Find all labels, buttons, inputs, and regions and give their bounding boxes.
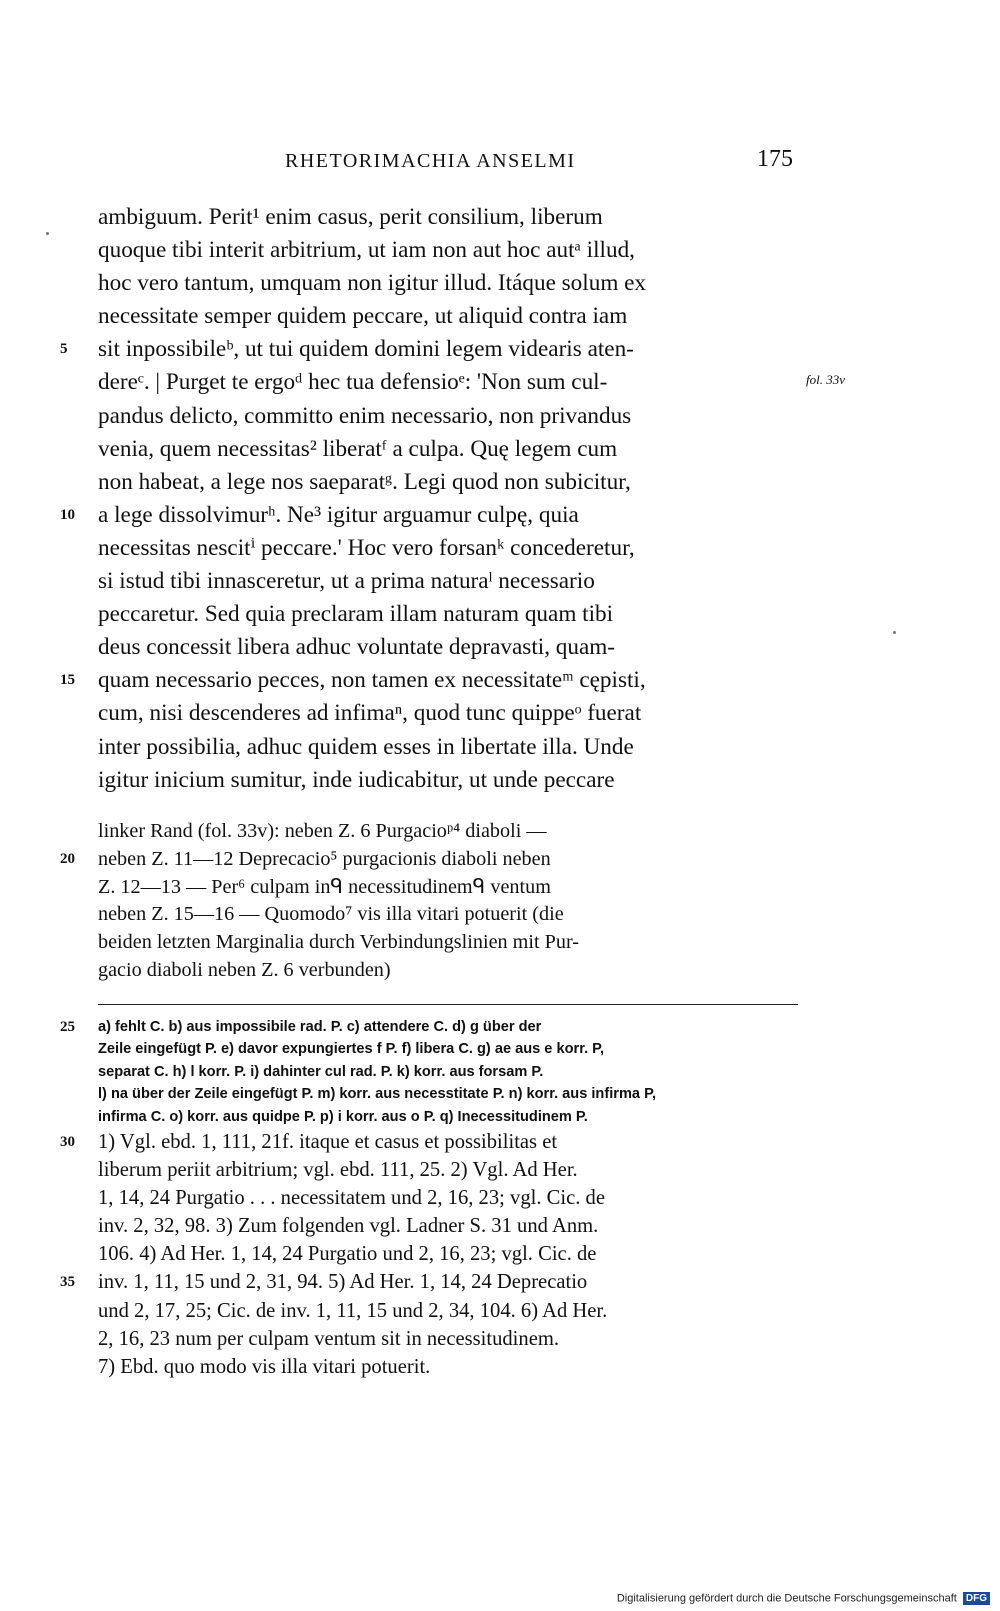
scan-speck [46,232,49,235]
digitization-footer [617,1592,990,1605]
text-line [98,532,798,565]
footnote-line [60,1128,798,1156]
dfg-logo: DFG [963,1592,990,1605]
marginal-note-line [60,846,798,874]
line-text: necessitas nescitⁱ peccare.' Hoc vero forsanᵏ concederetur, [98,534,635,561]
text-line [98,234,798,267]
text-line [98,366,798,399]
text-line [98,731,798,764]
footnote-line [98,1297,798,1325]
marginal-note-line [98,874,798,902]
line-text: ambiguum. Perit¹ enim casus, perit consilium, liberum [98,204,603,230]
text-line [98,201,798,234]
line-text: hoc vero tantum, umquam non igitur illud. Itáque solum ex [98,270,647,297]
line-text: gacio diaboli neben Z. 6 verbunden) [98,958,391,981]
line-text: und 2, 17, 25; Cic. de inv. 1, 11, 15 und 2, 34, 104. 6) Ad Her. [98,1299,608,1322]
footnote-line [98,1212,798,1240]
line-number: 25 [60,1019,75,1035]
text-line [98,697,798,730]
text-line [98,565,798,598]
marginal-note-line [98,901,798,929]
line-number: 20 [60,850,75,867]
footnote-line [98,1240,798,1268]
line-text: pandus delicto, committo enim necessario, non privandus [98,402,632,429]
line-text: linker Rand (fol. 33v): neben Z. 6 Purgacioᵖ⁴ diaboli — [98,820,547,842]
footnote-line [98,1325,798,1353]
critical-apparatus [60,1016,798,1128]
line-text: non habeat, a lege nos saeparatᵍ. Legi quod non subicitur, [98,468,631,495]
line-text: Z. 12—13 — Per⁶ culpam inᑫ necessitudinemᑫ ventum [98,875,551,898]
line-number: 5 [60,341,68,358]
line-number: 35 [60,1274,75,1291]
margin-folio-note: fol. 33v [806,372,845,387]
line-text: venia, quem necessitas² liberatᶠ a culpa. Quę legem cum [98,435,618,462]
line-text: inter possibilia, adhuc quidem esses in libertate illa. Unde [98,733,634,760]
line-text: peccaretur. Sed quia preclaram illam naturam quam tibi [98,601,614,628]
text-line [98,764,798,797]
line-text: 2, 16, 23 num per culpam ventum sit in necessitudinem. [98,1327,559,1350]
footnotes [60,1128,798,1381]
line-number: 10 [60,506,75,523]
line-text: cum, nisi descenderes ad infimaⁿ, quod tunc quippeᵒ fuerat [98,700,642,727]
divider-rule [98,1004,798,1005]
text-line [98,631,798,664]
line-text: a) fehlt C. b) aus impossibile rad. P. c) attendere C. d) g über der [98,1019,542,1035]
apparatus-line [98,1038,798,1060]
line-text: necessitate semper quidem peccare, ut aliquid contra iam [98,303,628,330]
line-text: neben Z. 11—12 Deprecacio⁵ purgacionis diaboli neben [98,847,551,870]
line-text: 1) Vgl. ebd. 1, 111, 21f. itaque et casus et possibilitas et [98,1131,558,1153]
line-number: 30 [60,1134,75,1150]
footnote-line [60,1268,798,1296]
line-text: infirma C. o) korr. aus quidpe P. p) i korr. aus o P. q) Inecessitudinem P. [98,1108,588,1125]
line-text: 7) Ebd. quo modo vis illa vitari potuerit. [98,1355,431,1378]
line-text: inv. 2, 32, 98. 3) Zum folgenden vgl. Ladner S. 31 und Anm. [98,1215,599,1238]
line-text: separat C. h) l korr. P. i) dahinter cul rad. P. k) korr. aus forsam P. [98,1063,544,1080]
line-text: si istud tibi innasceretur, ut a prima naturaˡ necessario [98,568,595,595]
text-line [60,499,798,532]
line-text: quam necessario pecces, non tamen ex necessitateᵐ cępisti, [98,667,646,694]
text-line [98,598,798,631]
line-text: dereᶜ. | Purget te ergoᵈ hec tua defensioᵉ: 'Non sum cul- [98,369,608,396]
line-text: 1, 14, 24 Purgatio . . . necessitatem und 2, 16, 23; vgl. Cic. de [98,1187,605,1210]
text-line [98,433,798,466]
line-text: liberum periit arbitrium; vgl. ebd. 111, 25. 2) Vgl. Ad Her. [98,1159,578,1182]
line-text: quoque tibi interit arbitrium, ut iam non aut hoc autᵃ illud, [98,237,635,264]
footnote-line [98,1184,798,1212]
text-line [60,664,798,697]
marginal-note-line [98,957,798,985]
text-line [60,333,798,366]
scan-speck [893,631,896,634]
line-text: beiden letzten Marginalia durch Verbindungslinien mit Pur- [98,931,579,954]
line-text: sit inpossibileᵇ, ut tui quidem domini legem videaris aten- [98,336,634,363]
running-head-title: RHETORIMACHIA ANSELMI [285,150,576,172]
line-text: neben Z. 15—16 — Quomodo⁷ vis illa vitari potuerit (die [98,903,564,926]
apparatus-line [98,1061,798,1083]
running-head [0,140,1000,180]
text-line [98,300,798,333]
line-text: l) na über der Zeile eingefügt P. m) korr. aus necesstitate P. n) korr. aus infirma P, [98,1086,656,1103]
text-line [98,267,798,300]
marginal-note-line [98,929,798,957]
main-text [60,201,798,797]
footnote-line [98,1156,798,1184]
line-text: 106. 4) Ad Her. 1, 14, 24 Purgatio und 2, 16, 23; vgl. Cic. de [98,1243,597,1266]
footnote-line [98,1353,798,1381]
text-line [98,400,798,433]
marginal-notes [60,818,798,985]
apparatus-line [98,1083,798,1105]
line-text: Zeile eingefügt P. e) davor expungiertes f P. f) libera C. g) ae aus e korr. P, [98,1041,605,1058]
apparatus-line [60,1016,798,1038]
line-text: deus concessit libera adhuc voluntate depravasti, quam- [98,634,616,661]
page-number: 175 [757,146,793,172]
footer-text: Digitalisierung gefördert durch die Deutsche Forschungsgemeinschaft [616,1592,957,1605]
text-line [98,466,798,499]
line-text: inv. 1, 11, 15 und 2, 31, 94. 5) Ad Her. 1, 14, 24 Deprecatio [98,1271,588,1294]
line-text: igitur inicium sumitur, inde iudicabitur, ut unde peccare [98,766,615,793]
marginal-note-line [98,818,798,846]
line-text: a lege dissolvimurʰ. Ne³ igitur arguamur culpę, quia [98,501,579,528]
line-number: 15 [60,672,75,689]
apparatus-line [98,1106,798,1128]
